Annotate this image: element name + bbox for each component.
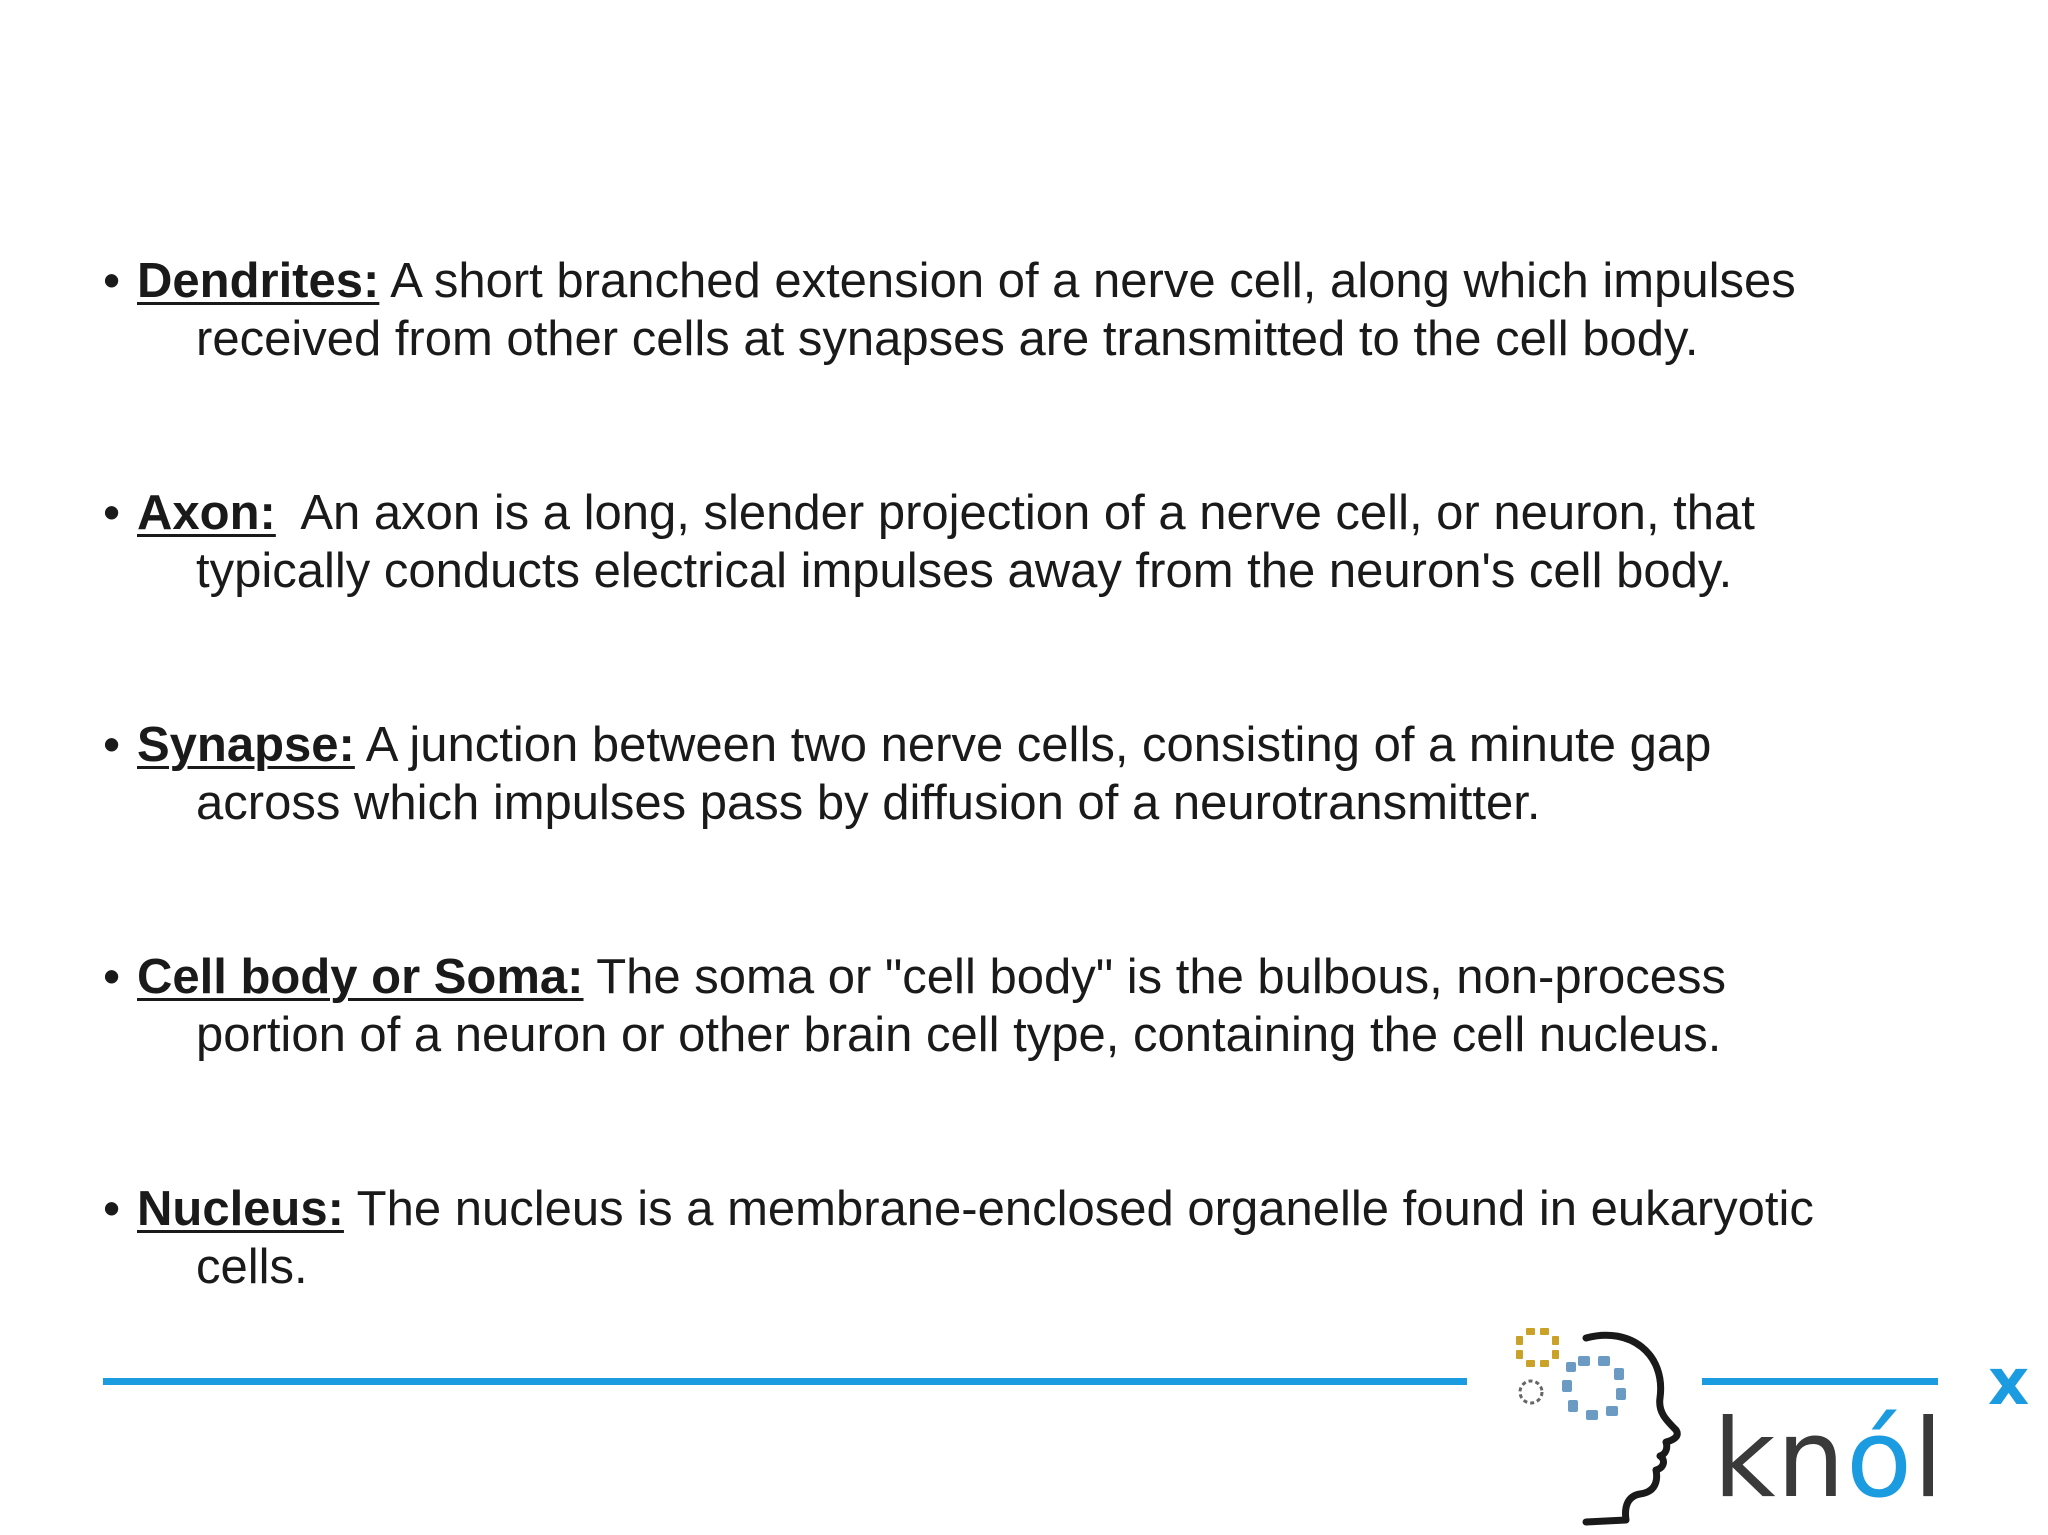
gear-icon [1562,1356,1626,1420]
brand-wordmark [1713,1397,1945,1522]
knolx-logo [1490,1320,2040,1530]
term-label: Axon: [137,486,276,540]
head-profile-icon [1490,1320,1720,1530]
definition-text: The soma or "cell body" is the bulbous, non-process [583,950,1726,1004]
item-line-1 [137,252,1983,310]
term-label: Nucleus: [137,1182,344,1236]
item-line-2: typically conducts electrical impulses away from the neuron's cell body. [196,544,1733,598]
item-line-1 [137,948,1983,1006]
bullet-icon: • [103,1182,121,1236]
bullet-item-dendrites [103,252,1983,368]
brand-text-start: kn [1713,1397,1846,1522]
bullet-icon: • [103,718,121,772]
bullet-icon: • [103,486,121,540]
brand-superscript: x [1988,1346,2030,1420]
item-line-1 [137,1180,1983,1238]
term-label: Synapse: [137,718,355,772]
term-label: Dendrites: [137,254,380,308]
gear-icon [1520,1381,1542,1403]
slide-content [103,252,1983,1296]
bullet-icon: • [103,950,121,1004]
item-line-1 [137,484,1983,542]
item-line-2: portion of a neuron or other brain cell type, containing the cell nucleus. [196,1008,1722,1062]
item-line-2: cells. [196,1240,308,1294]
item-line-1 [137,716,1983,774]
bullet-item-axon [103,484,1983,600]
footer-divider-left [103,1378,1467,1385]
definition-text: An axon is a long, slender projection of a nerve cell, or neuron, that [275,486,1755,540]
definition-text: The nucleus is a membrane-enclosed organelle found in eukaryotic [343,1182,1814,1236]
item-line-2: received from other cells at synapses are transmitted to the cell body. [196,312,1699,366]
definition-text: A short branched extension of a nerve cell, along which impulses [379,254,1796,308]
brand-text-accent: ó [1846,1397,1914,1522]
bullet-icon: • [103,254,121,308]
bullet-item-synapse [103,716,1983,832]
definition-text: A junction between two nerve cells, consisting of a minute gap [354,718,1712,772]
brand-text-end: l [1913,1397,1945,1522]
gear-icon [1516,1328,1559,1367]
item-line-2: across which impulses pass by diffusion of a neurotransmitter. [196,776,1541,830]
term-label: Cell body or Soma: [137,950,584,1004]
bullet-item-cell-body [103,948,1983,1064]
bullet-item-nucleus [103,1180,1983,1296]
